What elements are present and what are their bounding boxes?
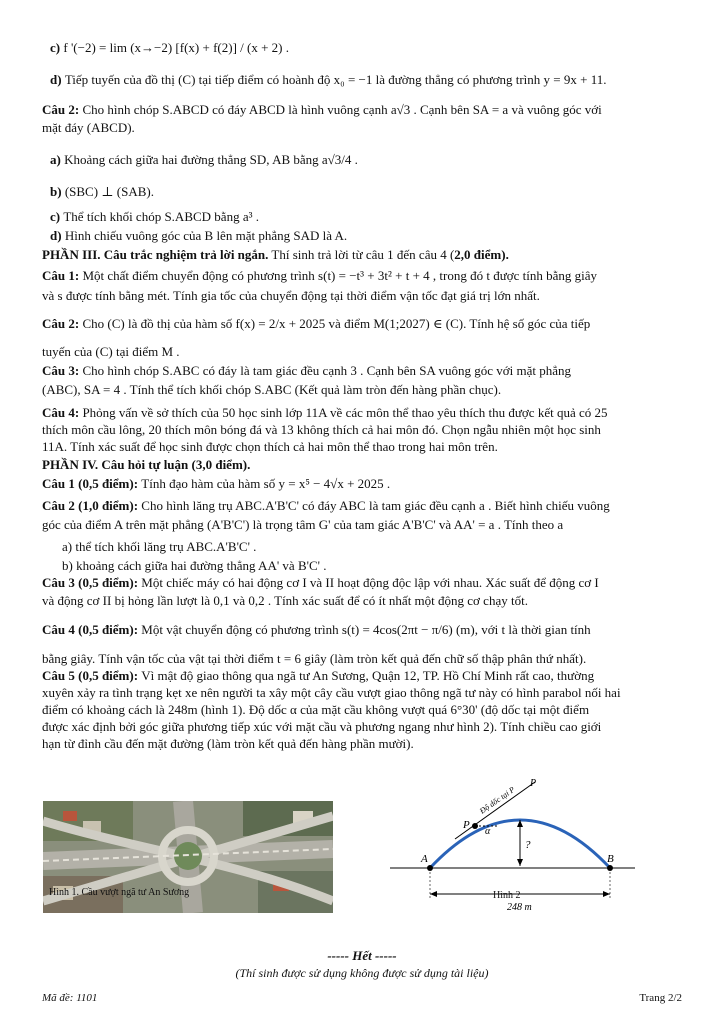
text-span: và s được tính bằng mét. Tính gia tốc của chuyển động tại thời điểm vận tốc đạt giá trị lớn nhất.: [42, 288, 540, 303]
text-span: thích môn cầu lông, 20 thích môn bóng đá và 13 không thích cả hai môn đó. Chọn ngẫu nhiên một học sinh: [42, 422, 601, 437]
exam-code: Mã đề: 1101: [42, 992, 98, 1004]
text-line: [62, 539, 256, 555]
text-line: [42, 668, 594, 684]
label-height: ?: [525, 839, 531, 851]
text-line: [42, 457, 250, 473]
text-span: được xác định bởi góc giữa phương tiếp xúc với mặt cầu và phương ngang như hình 2). Tính chiều cao giới: [42, 719, 602, 734]
text-line: [42, 622, 591, 638]
text-line: [42, 685, 621, 701]
text-line: [42, 247, 509, 263]
text-span: Thể tích khối chóp S.ABCD bằng a³ .: [63, 209, 259, 224]
text-span: góc của điểm A trên mặt phẳng (A'B'C') là trọng tâm G' của tam giác A'B'C' và AA' = a . Tính theo a: [42, 517, 564, 532]
text-line: [42, 575, 599, 591]
text-line: [42, 702, 589, 718]
text-line: [42, 476, 390, 492]
label-P-tangent: P: [530, 778, 537, 789]
text-line: [42, 593, 528, 609]
text-line: [42, 517, 563, 533]
text-line: [50, 152, 358, 168]
text-line: [42, 736, 414, 752]
footer-bar: [42, 992, 682, 1008]
bold-text: Câu 1:: [42, 268, 83, 283]
label-alpha: α: [485, 826, 491, 837]
bold-text: Câu 3:: [42, 363, 83, 378]
text-span: Cho hình lăng trụ ABC.A'B'C' có đáy ABC là tam giác đều cạnh a . Biết hình chiếu vuông: [141, 498, 610, 513]
bold-text: Câu 2:: [42, 316, 83, 331]
text-line: [50, 72, 606, 88]
text-span: điểm có khoảng cách là 248m (hình 1). Độ dốc α của mặt cầu không vượt quá 6°30' (độ dốc tại một điểm: [42, 702, 590, 717]
text-line: [50, 228, 347, 244]
page-number: Trang 2/2: [639, 992, 682, 1004]
text-span: (ABC), SA = 4 . Tính thể tích khối chóp S.ABC (Kết quả làm tròn đến hàng phần chục).: [42, 382, 502, 397]
bold-text: c): [50, 40, 64, 55]
text-span: xuyên xảy ra tình trạng kẹt xe nên người ta xây một cây cầu vượt giao thông ngã tư này có hình parabol nối hai: [42, 685, 621, 700]
text-span: Tính đạo hàm của hàm số y = x⁵ − 4√x + 2025 .: [141, 476, 391, 491]
bold-text: PHẦN IV. Câu hỏi tự luận (3,0 điểm).: [42, 457, 251, 472]
text-span: mặt đáy (ABCD).: [42, 120, 135, 135]
text-line: [42, 316, 590, 332]
bold-text: Câu 2 (1,0 điểm):: [42, 498, 142, 513]
text-line: [42, 102, 602, 118]
text-span: bằng giây. Tính vận tốc của vật tại thời điểm t = 6 giây (làm tròn kết quả đến chữ số thập phân thứ nhất).: [42, 651, 587, 666]
text-span: Một chất điểm chuyển động có phương trình s(t) = −t³ + 3t² + t + 4 , trong đó t được tính bằng giây: [82, 268, 598, 283]
bold-text: Câu 3 (0,5 điểm):: [42, 575, 142, 590]
text-span: Hình chiếu vuông góc của B lên mặt phẳng SAD là A.: [64, 228, 348, 243]
text-line: [50, 209, 259, 225]
bold-text: Câu 4 (0,5 điểm):: [42, 622, 142, 637]
text-span: Khoảng cách giữa hai đường thẳng SD, AB bằng a√3/4 .: [64, 152, 358, 167]
text-line: [42, 344, 180, 360]
text-line: [42, 288, 540, 304]
text-line: [42, 422, 601, 438]
text-span: và động cơ II bị hỏng lần lượt là 0,1 và 0,2 . Tính xác suất để có ít nhất một động cơ chạy tốt.: [42, 593, 528, 608]
text-span: a) thể tích khối lăng trụ ABC.A'B'C' .: [62, 539, 257, 554]
label-A: A: [421, 853, 428, 865]
figure2-caption: Hình 2: [493, 890, 521, 901]
text-line: [42, 405, 608, 421]
bold-text: b): [50, 184, 65, 199]
bold-text: Câu 1 (0,5 điểm):: [42, 476, 142, 491]
text-line: [50, 184, 154, 200]
text-span: Cho hình chóp S.ABC có đáy là tam giác đều cạnh 3 . Cạnh bên SA vuông góc với mặt phẳng: [82, 363, 571, 378]
bold-text: c): [50, 209, 64, 224]
text-span: b) khoảng cách giữa hai đường thẳng AA' và B'C' .: [62, 558, 327, 573]
text-span: Cho hình chóp S.ABCD có đáy ABCD là hình vuông cạnh a√3 . Cạnh bên SA = a và vuông góc với: [82, 102, 602, 117]
text-line: [42, 439, 498, 455]
text-span: Cho (C) là đồ thị của hàm số f(x) = 2/x + 2025 và điểm M(1;2027) ∈ (C). Tính hệ số góc của tiếp: [82, 316, 591, 331]
bold-text: Câu 4:: [42, 405, 83, 420]
text-span: Tiếp tuyến của đồ thị (C) tại tiếp điểm có hoành độ x₀ = −1 là đường thẳng có phương trình y = 9x + 11.: [64, 72, 607, 87]
text-span: Phỏng vấn về sở thích của 50 học sinh lớp 11A về các môn thể thao yêu thích thu được kết quả có 25: [82, 405, 608, 420]
text-span: hạn từ đỉnh cầu đến mặt đường (làm tròn kết quả đến hàng phần mười).: [42, 736, 414, 751]
bold-text: d): [50, 72, 65, 87]
figure1-caption: Hình 1. Cầu vượt ngã tư An Sương: [49, 887, 190, 898]
text-line: [62, 558, 326, 574]
text-span: tuyến của (C) tại điểm M .: [42, 344, 180, 359]
text-span: Thí sinh trả lời từ câu 1 đến câu 4 (: [268, 247, 455, 262]
text-line: [42, 498, 610, 514]
end-marker: ----- Hết -----: [327, 948, 397, 963]
bold-text: Câu 2:: [42, 102, 83, 117]
text-span: Một vật chuyển động có phương trình s(t) = 4cos(2πt − π/6) (m), với t là thời gian tính: [141, 622, 591, 637]
bold-text: Câu 5 (0,5 điểm):: [42, 668, 142, 683]
bold-text: a): [50, 152, 65, 167]
text-line: [42, 382, 501, 398]
label-P: P: [463, 819, 470, 831]
label-slope: Độ dốc tại P: [477, 784, 517, 816]
text-span: 11A. Tính xác suất để học sinh được chọn thích cả hai môn thể thao trong hai môn trên.: [42, 439, 498, 454]
text-line: [42, 120, 135, 136]
bold-text: PHẦN III. Câu trắc nghiệm trả lời ngắn.: [42, 247, 269, 262]
bold-text: 2,0 điểm).: [454, 247, 509, 262]
text-line: [42, 268, 597, 284]
text-line: [50, 40, 289, 56]
label-distance: 248 m: [507, 902, 532, 913]
text-line: [42, 651, 586, 667]
text-span: (SBC) ⊥ (SAB).: [64, 184, 154, 199]
text-span: f '(−2) = lim (x→−2) [f(x) + f(2)] / (x + 2) .: [63, 40, 289, 55]
footer-note: (Thí sinh được sử dụng không được sử dụng tài liệu): [235, 966, 489, 980]
text-line: [42, 719, 601, 735]
text-line: [42, 363, 571, 379]
text-span: Vì mật độ giao thông qua ngã tư An Sương, Quận 12, TP. Hồ Chí Minh rất cao, thường: [141, 668, 595, 683]
text-span: Một chiếc máy có hai động cơ I và II hoạt động độc lập với nhau. Xác suất để động cơ I: [141, 575, 599, 590]
label-B: B: [607, 853, 614, 865]
bold-text: d): [50, 228, 65, 243]
